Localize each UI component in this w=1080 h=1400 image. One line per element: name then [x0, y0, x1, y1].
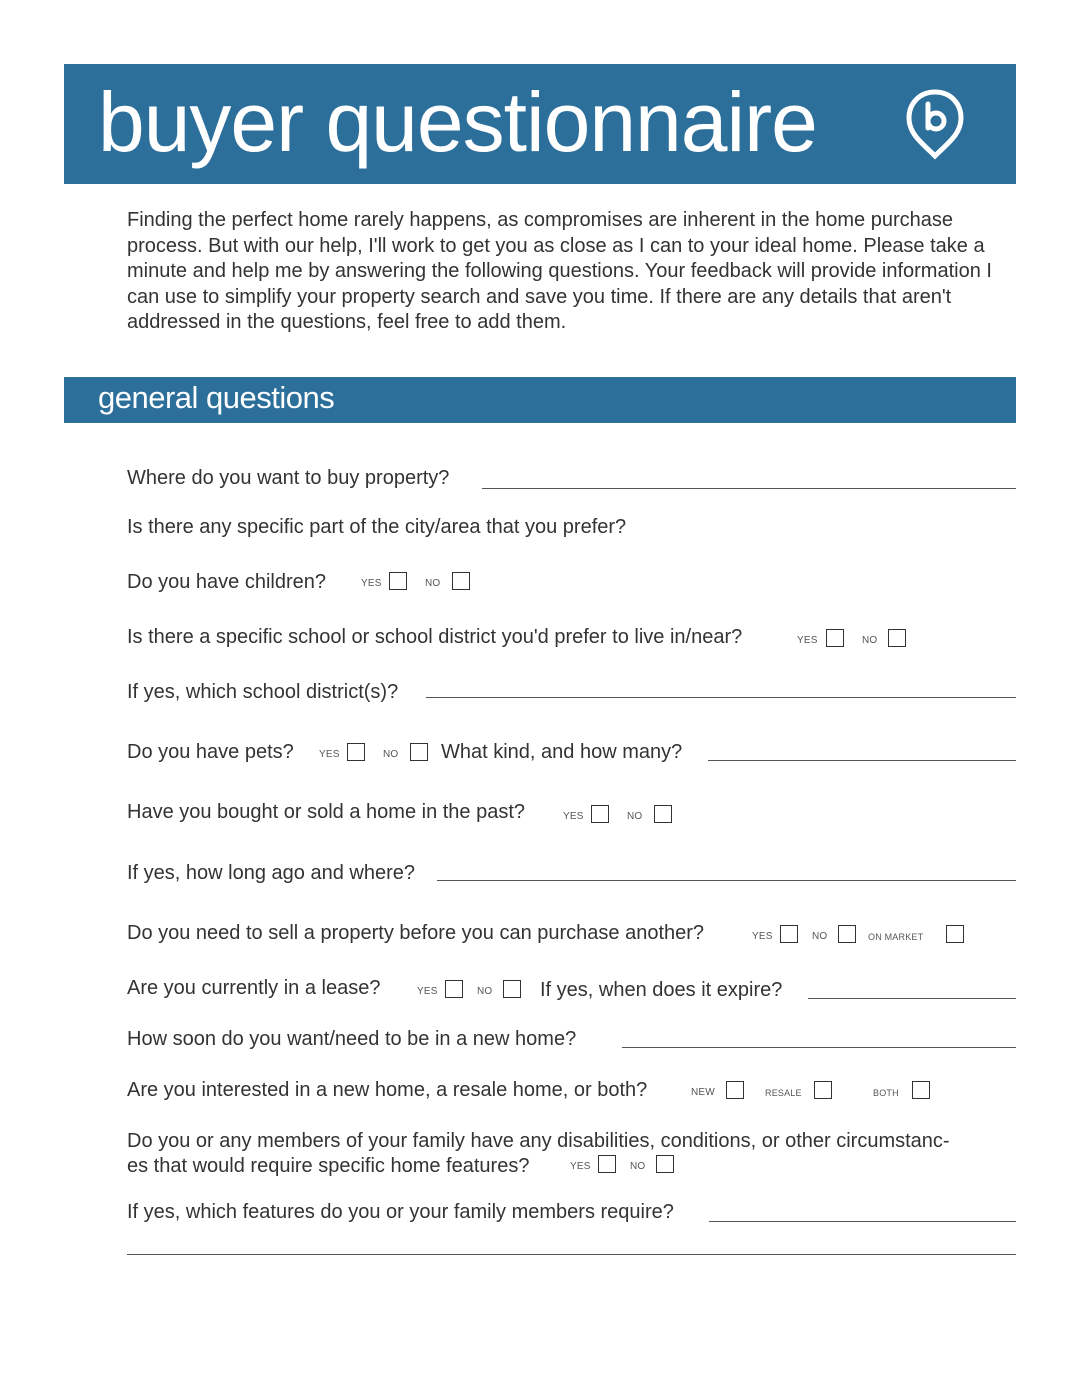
checkbox-disabilities-yes[interactable]	[598, 1155, 616, 1173]
question-school-district: Is there a specific school or school district you'd prefer to live in/near?	[127, 626, 743, 648]
answer-line-features[interactable]	[709, 1221, 1016, 1222]
intro-paragraph: Finding the perfect home rarely happens, as compromises are inherent in the home purchase process. But with our help, I'll work to get you as close as I can to your ideal home. Please take a minute and help me by answering the following questions. Your feedback will provide information I can use to simplify your property search and save you time. If there are any details that aren't addressed in the questions, feel free to add them.	[127, 209, 992, 333]
section-title: general questions	[98, 380, 335, 415]
question-features-required: If yes, which features do you or your family members require?	[127, 1201, 674, 1223]
option-label-yes: YES	[752, 931, 773, 942]
option-label-new: NEW	[691, 1087, 715, 1098]
question-preferred-area: Is there any specific part of the city/area that you prefer?	[127, 516, 627, 538]
option-label-no: NO	[627, 811, 643, 822]
title-banner	[64, 64, 1016, 184]
section-header	[64, 377, 1016, 423]
option-label-no: NO	[630, 1161, 646, 1172]
checkbox-school-no[interactable]	[888, 629, 906, 647]
checkbox-lease-no[interactable]	[503, 980, 521, 998]
question-lease: Are you currently in a lease?	[127, 977, 381, 999]
option-label-no: NO	[425, 578, 441, 589]
option-label-no: NO	[812, 931, 828, 942]
option-label-no: NO	[862, 635, 878, 646]
answer-line-how-long-ago[interactable]	[437, 880, 1016, 881]
question-disabilities-line1: Do you or any members of your family have any disabilities, conditions, or other circumstanc-	[127, 1130, 950, 1152]
question-buy-location: Where do you want to buy property?	[127, 467, 450, 489]
question-pet-kind: What kind, and how many?	[441, 741, 683, 763]
question-which-district: If yes, which school district(s)?	[127, 681, 399, 703]
checkbox-home-resale[interactable]	[814, 1081, 832, 1099]
option-label-resale: RESALE	[765, 1088, 802, 1098]
question-how-soon: How soon do you want/need to be in a new home?	[127, 1028, 577, 1050]
checkbox-school-yes[interactable]	[826, 629, 844, 647]
answer-line-lease-expire[interactable]	[808, 998, 1016, 999]
option-label-yes: YES	[417, 986, 438, 997]
checkbox-pets-yes[interactable]	[347, 743, 365, 761]
checkbox-sell-no[interactable]	[838, 925, 856, 943]
answer-line-features-extra[interactable]	[127, 1254, 1016, 1255]
option-label-both: BOTH	[873, 1088, 899, 1098]
option-label-yes: YES	[797, 635, 818, 646]
answer-line-buy-location[interactable]	[482, 488, 1016, 489]
question-disabilities-line2: es that would require specific home features?	[127, 1155, 530, 1177]
checkbox-sell-on-market[interactable]	[946, 925, 964, 943]
option-label-yes: YES	[361, 578, 382, 589]
checkbox-bought-no[interactable]	[654, 805, 672, 823]
checkbox-sell-yes[interactable]	[780, 925, 798, 943]
checkbox-children-no[interactable]	[452, 572, 470, 590]
answer-line-how-soon[interactable]	[622, 1047, 1016, 1048]
option-label-yes: YES	[563, 811, 584, 822]
question-lease-expire: If yes, when does it expire?	[540, 979, 783, 1001]
option-label-yes: YES	[319, 749, 340, 760]
checkbox-lease-yes[interactable]	[445, 980, 463, 998]
option-label-no: NO	[383, 749, 399, 760]
option-label-no: NO	[477, 986, 493, 997]
option-label-on-market: ON MARKET	[868, 932, 924, 942]
page-title: buyer questionnaire	[98, 75, 817, 169]
answer-line-pets[interactable]	[708, 760, 1016, 761]
question-sell-before-purchase: Do you need to sell a property before you can purchase another?	[127, 922, 705, 944]
checkbox-pets-no[interactable]	[410, 743, 428, 761]
checkbox-bought-yes[interactable]	[591, 805, 609, 823]
question-home-type: Are you interested in a new home, a resale home, or both?	[127, 1079, 648, 1101]
checkbox-children-yes[interactable]	[389, 572, 407, 590]
question-pets: Do you have pets?	[127, 741, 294, 763]
question-bought-sold: Have you bought or sold a home in the past?	[127, 801, 526, 823]
option-label-yes: YES	[570, 1161, 591, 1172]
answer-line-school-district[interactable]	[426, 697, 1016, 698]
checkbox-home-new[interactable]	[726, 1081, 744, 1099]
checkbox-home-both[interactable]	[912, 1081, 930, 1099]
question-how-long-ago: If yes, how long ago and where?	[127, 862, 415, 884]
b-pin-logo-icon	[904, 88, 966, 160]
question-children: Do you have children?	[127, 571, 327, 593]
checkbox-disabilities-no[interactable]	[656, 1155, 674, 1173]
